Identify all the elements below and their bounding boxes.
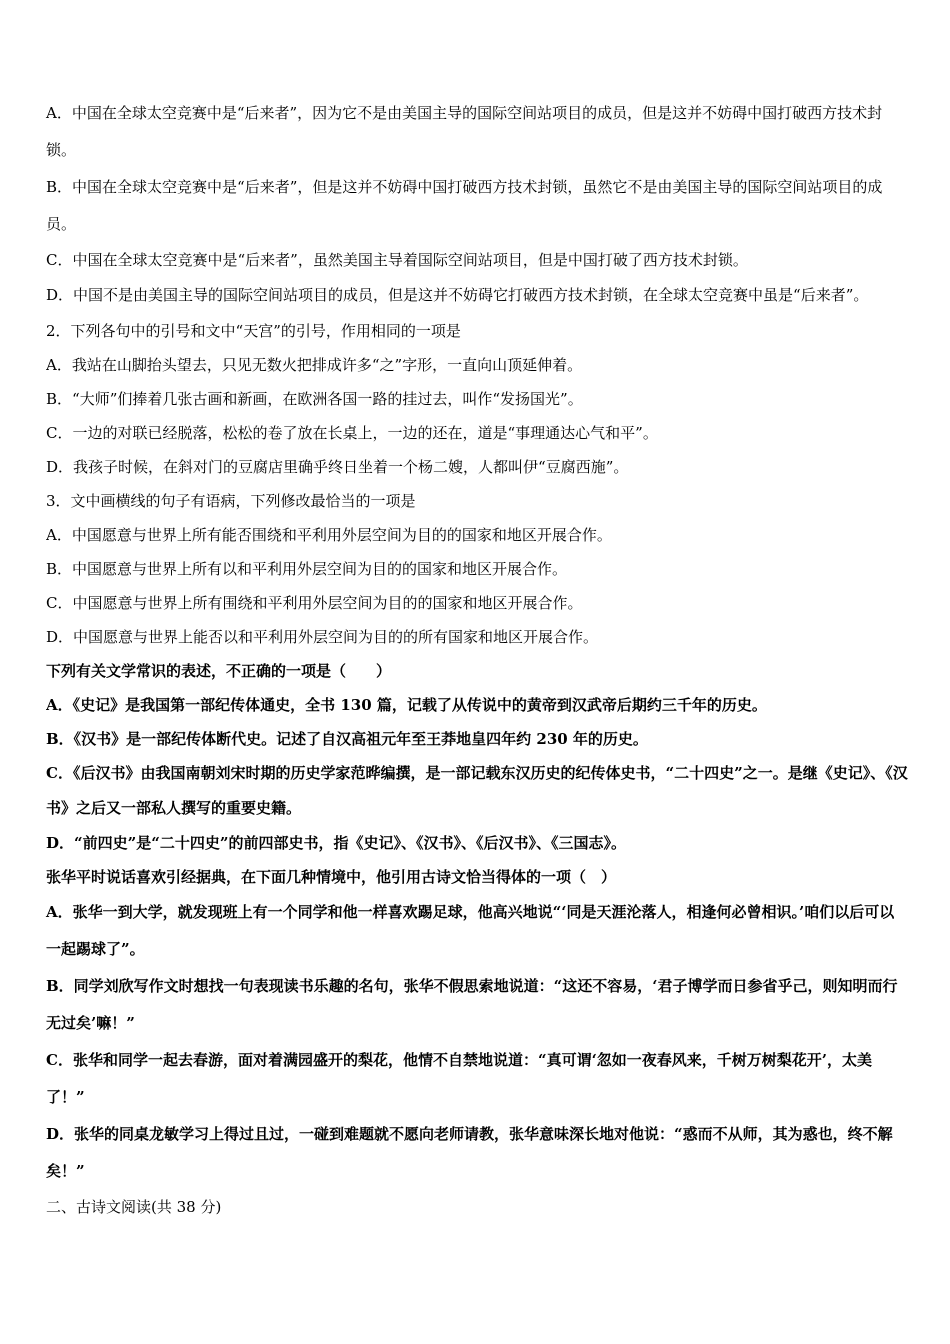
- q1-option-d: D．中国不是由美国主导的国际空间站项目的成员，但是这并不妨碍它打破西方技术封锁，在全球太空竞赛中虽是“后来者”。: [46, 286, 869, 304]
- q4-option-d: D．“前四史”是“二十四史”的前四部史书，指《史记》、《汉书》、《后汉书》、《三国志》。: [46, 834, 627, 852]
- q3-option-d: D．中国愿意与世界上能否以和平利用外层空间为目的的所有国家和地区开展合作。: [46, 628, 599, 646]
- q4-block: [46, 654, 908, 860]
- q1-option-a: A．中国在全球太空竞赛中是“后来者”，因为它不是由美国主导的国际空间站项目的成员，但是这并不妨碍中国打破西方技术封锁。: [46, 104, 883, 159]
- section-heading: 二、古诗文阅读(共 38 分): [46, 1198, 222, 1216]
- q2-option-b: B．“大师”们捧着几张古画和新画，在欧洲各国一路的挂过去，叫作“发扬国光”。: [46, 390, 583, 408]
- q5-option-b: B．同学刘欣写作文时想找一句表现读书乐趣的名句，张华不假思索地说道：“这还不容易，‘君子博学而日参省乎己，则知明而行无过矣’嘛！”: [46, 977, 898, 1032]
- q2-block: [46, 314, 908, 484]
- q5-block: [46, 860, 908, 1190]
- q3-option-a: A．中国愿意与世界上所有能否围绕和平利用外层空间为目的的国家和地区开展合作。: [46, 526, 612, 544]
- q5-option-c: C．张华和同学一起去春游，面对着满园盛开的梨花，他情不自禁地说道：“真可谓‘忽如一夜春风来，千树万树梨花开’，太美了！”: [46, 1051, 873, 1106]
- q5-option-a: A．张华一到大学，就发现班上有一个同学和他一样喜欢踢足球，他高兴地说“‘同是天涯沦落人，相逢何必曾相识。’咱们以后可以一起踢球了”。: [46, 903, 895, 958]
- q2-option-a: A．我站在山脚抬头望去，只见无数火把排成许多“之”字形，一直向山顶延伸着。: [46, 356, 583, 374]
- q2-option-d: D．我孩子时候，在斜对门的豆腐店里确乎终日坐着一个杨二嫂，人都叫伊“豆腐西施”。: [46, 458, 629, 476]
- q4-option-c: C．《后汉书》由我国南朝刘宋时期的历史学家范晔编撰，是一部记载东汉历史的纪传体史书，“二十四史”之一。是继《史记》、《汉书》之后又一部私人撰写的重要史籍。: [46, 764, 908, 817]
- q3-option-c: C．中国愿意与世界上所有围绕和平利用外层空间为目的的国家和地区开展合作。: [46, 594, 583, 612]
- q2-stem: 2．下列各句中的引号和文中“天宫”的引号，作用相同的一项是: [46, 322, 461, 340]
- q1-option-b: B．中国在全球太空竞赛中是“后来者”，但是这并不妨碍中国打破西方技术封锁，虽然它不是由美国主导的国际空间站项目的成员。: [46, 178, 883, 233]
- q1-option-c: C．中国在全球太空竞赛中是“后来者”，虽然美国主导着国际空间站项目，但是中国打破了西方技术封锁。: [46, 251, 748, 269]
- q5-option-d: D．张华的同桌龙敏学习上得过且过，一碰到难题就不愿向老师请教，张华意味深长地对他说：“惑而不从师，其为惑也，终不解矣！”: [46, 1125, 893, 1180]
- document-page: [46, 95, 908, 1224]
- q4-stem: 下列有关文学常识的表述，不正确的一项是（ ）: [46, 662, 392, 680]
- q2-option-c: C．一边的对联已经脱落，松松的卷了放在长桌上，一边的还在，道是“事理通达心气和平”。: [46, 424, 658, 442]
- q4-option-b: B．《汉书》是一部纪传体断代史。记述了自汉高祖元年至王莽地皇四年约 230 年的历史。: [46, 730, 648, 748]
- q4-option-a: A．《史记》是我国第一部纪传体通史，全书 130 篇，记载了从传说中的黄帝到汉武帝后期约三千年的历史。: [46, 696, 767, 714]
- q3-option-b: B．中国愿意与世界上所有以和平利用外层空间为目的的国家和地区开展合作。: [46, 560, 568, 578]
- q3-block: [46, 484, 908, 654]
- q3-stem: 3．文中画横线的句子有语病，下列修改最恰当的一项是: [46, 492, 416, 510]
- q1-options: [46, 95, 908, 314]
- q5-stem: 张华平时说话喜欢引经据典，在下面几种情境中，他引用古诗文恰当得体的一项（ ）: [46, 868, 617, 886]
